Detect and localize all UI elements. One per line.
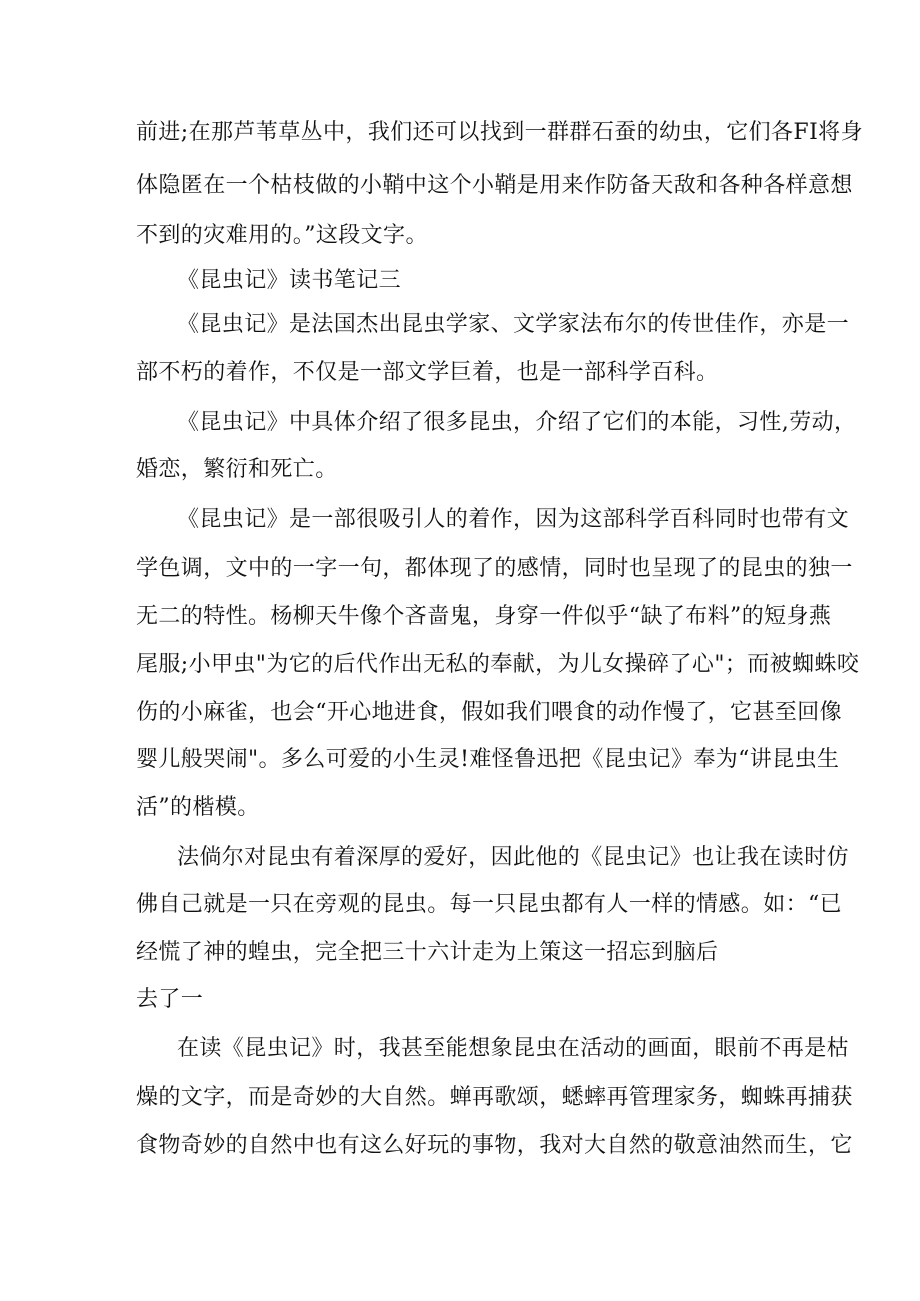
- text-line: 经慌了神的蝗虫，完全把三十六计走为上策这一招忘到脑后: [136, 940, 719, 965]
- text-line: 法倘尔对昆虫有着深厚的爱好，因此他的《昆虫记》也让我在读时仿: [177, 845, 850, 870]
- text-line: 前进;在那芦苇草丛中，我们还可以找到一群群石蚕的幼虫，它们各FI将身: [136, 120, 863, 145]
- text-line: 去了一: [136, 987, 204, 1012]
- text-line: 部不朽的着作，不仅是一部文学巨着，也是一部科学百科。: [136, 360, 719, 385]
- text-line: 燥的文字，而是奇妙的大自然。蝉再歌颂，蟋蟀再管理家务，蜘蛛再捕获: [136, 1085, 853, 1110]
- text-line: 无二的特性。杨柳天牛像个吝啬鬼，身穿一件似乎“缺了布料”的短身燕: [136, 604, 832, 629]
- text-line: 伤的小麻雀，也会“开心地进食，假如我们喂食的动作慢了，它甚至回像: [136, 700, 843, 725]
- text-line: 尾服;小甲虫"为它的后代作出无私的奉献，为儿女操碎了心"；而被蜘蛛咬: [136, 652, 860, 677]
- text-line: 婴儿般哭闹"。多么可爱的小生灵!难怪鲁迅把《昆虫记》奉为“讲昆虫生: [136, 747, 840, 772]
- text-line: 食物奇妙的自然中也有这么好玩的事物，我对大自然的敬意油然而生，它: [136, 1133, 853, 1158]
- text-line: 活”的楷模。: [136, 795, 260, 820]
- text-line: 《昆虫记》是一部很吸引人的着作，因为这部科学百科同时也带有文: [177, 507, 850, 532]
- section-heading: 《昆虫记》读书笔记三: [177, 268, 402, 293]
- text-line: 《昆虫记》是法国杰出昆虫学家、文学家法布尔的传世佳作，亦是一: [177, 312, 850, 337]
- text-line: 在读《昆虫记》时，我甚至能想象昆虫在活动的画面，眼前不再是枯: [177, 1036, 850, 1061]
- text-line: 佛自己就是一只在旁观的昆虫。每一只昆虫都有人一样的情感。如：“已: [136, 892, 843, 917]
- text-line: 《昆虫记》中具体介绍了很多昆虫，介绍了它们的本能，习性,劳动，: [177, 410, 857, 435]
- text-line: 不到的灾难用的。”这段文字。: [136, 223, 428, 248]
- text-line: 体隐匿在一个枯枝做的小鞘中这个小鞘是用来作防备天敌和各种各样意想: [136, 173, 853, 198]
- text-line: 学色调，文中的一字一句，都体现了的感情，同时也呈现了的昆虫的独一: [136, 556, 853, 581]
- text-line: 婚恋，繁衍和死亡。: [136, 457, 338, 482]
